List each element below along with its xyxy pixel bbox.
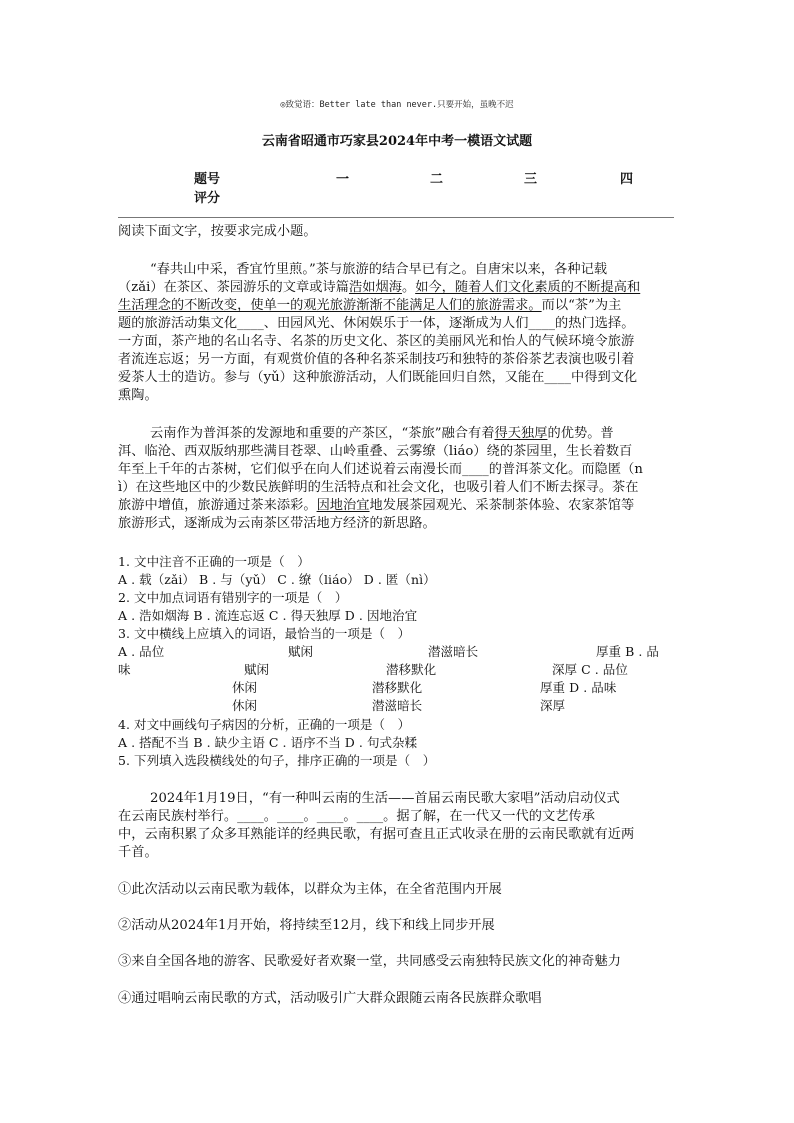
underlined-sentence: 生活理念的不断改变，使单一的观光旅游渐渐不能满足人们的旅游需求。: [118, 298, 542, 313]
score-table-col-1: 一: [336, 172, 350, 187]
passage-2-line: [118, 497, 634, 515]
passage-1-line: 熏陶。: [118, 388, 158, 403]
question-3-option-word: 赋闲: [244, 662, 270, 677]
passage-text: 地发展茶园观光、采茶制茶体验、农家茶馆等: [369, 498, 635, 513]
instruction-text: 阅读下面文字，按要求完成小题。: [118, 224, 317, 239]
passage-3-line: 千首。: [118, 845, 158, 860]
marked-word: 浩如烟海: [348, 280, 402, 295]
question-1: 1. 文中注音不正确的一项是（ ）: [118, 554, 310, 569]
passage-1-line: [118, 279, 640, 297]
passage-1-line: “春共山中采，香宜竹里煎。”茶与旅游的结合早已有之。自唐宋以来，各种记载: [150, 262, 608, 277]
question-3-option-word: 赋闲: [288, 644, 314, 659]
passage-text: 。: [401, 280, 416, 295]
question-4-options: A . 搭配不当 B . 缺少主语 C . 语序不当 D . 句式杂糅: [118, 735, 418, 750]
passage-text: 而以“茶”为主: [541, 298, 622, 313]
question-3-option-label: 味: [118, 662, 131, 677]
question-3-option-word: 深厚 C . 品位: [552, 662, 628, 677]
question-2: 2. 文中加点词语有错别字的一项是（ ）: [118, 590, 348, 605]
score-table-row-label-question: 题号: [194, 172, 221, 187]
question-3-option-word: 潜移默化: [372, 680, 423, 695]
question-5: 5. 下列填入选段横线处的句子，排序正确的一项是（ ）: [118, 753, 436, 768]
question-3-option-word: 厚重 D . 品味: [540, 680, 617, 695]
question-3-option-word: 厚重 B . 品: [596, 644, 659, 659]
question-3-option-word: 潜移默化: [386, 662, 437, 677]
underlined-sentence: 如今，随着人们文化素质的不断提高和: [415, 280, 641, 295]
passage-text: 旅游中增值，旅游通过茶来添彩。: [118, 498, 317, 513]
marked-word: 因地治宜: [316, 498, 370, 513]
question-4: 4. 对文中画线句子病因的分析，正确的一项是（ ）: [118, 717, 411, 732]
passage-1-line: [118, 297, 621, 315]
passage-1-line: 者流连忘返；另一方面，有观赏价值的各种名茶采制技巧和独特的茶俗茶艺表演也吸引着: [118, 352, 635, 367]
passage-1-line: 一方面，茶产地的名山名寺、名茶的历史文化、茶区的美丽风光和怡人的气候环境令旅游: [118, 334, 635, 349]
question-2-options: A . 浩如烟海 B . 流连忘返 C . 得天独厚 D . 因地治宜: [118, 608, 418, 623]
passage-text: 的优势。普: [547, 426, 614, 441]
motto-text: ◎致觉语：Better late than never.只要开始，虽晚不迟: [280, 100, 514, 110]
passage-text: 云南作为普洱茶的发源地和重要的产茶区，“茶旅”融合有着: [150, 426, 495, 441]
question-3: 3. 文中横线上应填入的词语，最恰当的一项是（ ）: [118, 626, 411, 641]
sentence-option-3: ③来自全国各地的游客、民歌爱好者欢聚一堂，共同感受云南独特民族文化的神奇魅力: [118, 954, 622, 969]
passage-2-line: 年至上千年的古茶树，它们似乎在向人们述说着云南漫长而____的普洱茶文化。而隐匿（n: [118, 462, 643, 477]
passage-2-line: ì）在这些地区中的少数民族鲜明的生活特点和社会文化，也吸引着人们不断去探寻。茶在: [118, 480, 639, 495]
question-3-option-word: 深厚: [540, 698, 566, 713]
passage-3-line: 中，云南积累了众多耳熟能详的经典民歌，有据可查且正式收录在册的云南民歌就有近两: [118, 827, 635, 842]
score-table-row-label-score: 评分: [194, 191, 221, 206]
passage-3-line: 在云南民族村举行。____。____。____。____。据了解，在一代又一代的文艺传承: [118, 809, 595, 824]
passage-2-line: 洱、临沧、西双版纳那些满目苍翠、山岭重叠、云雾缭（liáo）绕的茶园里，生长着数百: [118, 444, 633, 459]
score-table-col-2: 二: [430, 172, 444, 187]
question-3-option-word: 休闲: [232, 698, 258, 713]
question-3-option-word: 潜滋暗长: [372, 698, 423, 713]
sentence-option-1: ①此次活动以云南民歌为载体，以群众为主体，在全省范围内开展: [118, 882, 502, 897]
passage-3-line: 2024年1月19日，“有一种叫云南的生活——首届云南民歌大家唱”活动启动仪式: [150, 791, 620, 806]
score-table-col-4: 四: [620, 172, 634, 187]
passage-1-line: 题的旅游活动集文化____、田园风光、休闲娱乐于一体，逐渐成为人们____的热门选择。: [118, 316, 635, 331]
sentence-option-4: ④通过唱响云南民歌的方式，活动吸引广大群众跟随云南各民族群众歌唱: [118, 991, 542, 1006]
score-table-col-3: 三: [524, 172, 538, 187]
sentence-option-2: ②活动从2024年1月开始，将持续至12月，线下和线上同步开展: [118, 918, 495, 933]
question-3-option-label: A . 品位: [118, 644, 165, 659]
exam-title: 云南省昭通市巧家县2024年中考一模语文试题: [261, 134, 533, 149]
divider-line: [118, 217, 674, 218]
passage-2-line: [150, 425, 614, 443]
marked-word: 得天独厚: [494, 426, 548, 441]
passage-2-line: 旅游形式，逐渐成为云南茶区带活地方经济的新思路。: [118, 516, 436, 531]
question-3-option-word: 潜滋暗长: [428, 644, 479, 659]
question-3-option-word: 休闲: [232, 680, 258, 695]
passage-1-line: 爱茶人士的造访。参与（yǔ）这种旅游活动，人们既能回归自然，又能在____中得到文化: [118, 370, 638, 385]
passage-text: （zǎi）在茶区、茶园游乐的文章或诗篇: [118, 280, 349, 295]
question-1-options: A . 载（zǎi） B . 与（yǔ） C . 缭（liáo） D . 匿（nì）: [118, 572, 436, 587]
